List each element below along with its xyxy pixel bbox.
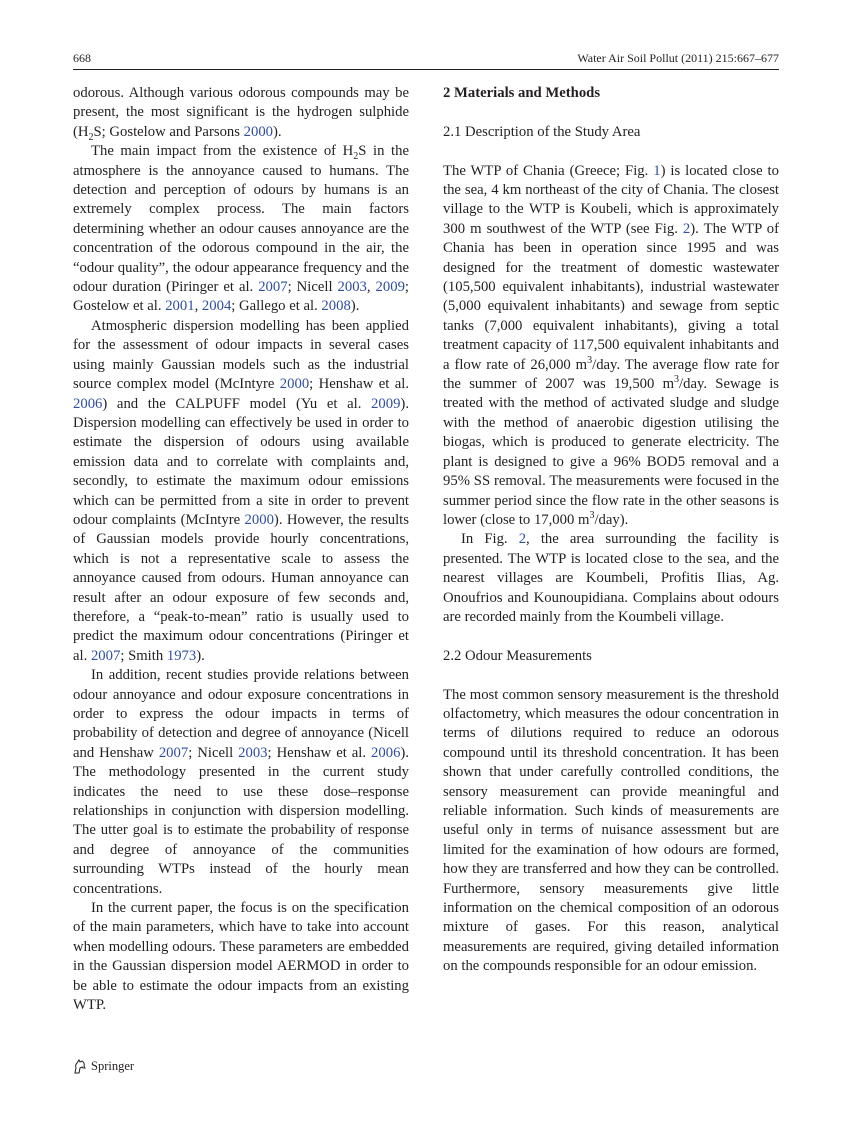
section-heading: 2 Materials and Methods (443, 85, 601, 101)
paragraph: Atmospheric dispersion modelling has been applied for the assessment of odour impacts in several cases using mainly Gaussian models such as the industrial source complex model (McIntyre 2000; Henshaw et al. 2006) and the CALPUFF model (Yu et al. 2009). Dispersion modelling can effectively be used in order to estimate the dispersion of odours using available emission data and to correlate with complaints and, secondly, to estimate the maximum odour emissions which can be permitted from a site in order to prevent odour complaints (McIntyre 2000). However, the results of Gaussian models provide hourly concentrations, which is not a representative scale to assess the annoyance caused from odours. Human annoyance can result after an odour exposure of few seconds and, therefore, a “peak-to-mean” ratio is usually used to predict the maximum odour concentrations (Piringer et al. 2007; Smith 1973). (73, 317, 409, 664)
paragraph: In addition, recent studies provide relations between odour annoyance and odour exposure concentrations in order to express the odour impacts in terms of probability of detection and degree of annoyance (Nicell and Henshaw 2007; Nicell 2003; Henshaw et al. 2006). The methodology presented in the current study indicates the need to use these dose–response relationships in conjunction with dispersion modelling. The utter goal is to estimate the probability of response and degree of annoyance of the communities surrounding WTPs instead of the hourly mean concentrations. (73, 667, 409, 897)
citation-link[interactable]: 2001 (165, 298, 195, 315)
figure-link[interactable]: 1 (653, 162, 661, 179)
paragraph: In the current paper, the focus is on the specification of the main parameters, which have to take into account when modelling odours. These parameters are embedded in the Gaussian dispersion model AERMOD in order to be able to estimate the odour impacts from an existing WTP. (73, 900, 409, 1014)
citation-link[interactable]: 2009 (375, 279, 405, 296)
subsection-heading: 2.2 Odour Measurements (443, 647, 592, 664)
journal-citation: Water Air Soil Pollut (2011) 215:667–677 (577, 51, 779, 65)
paragraph: The main impact from the existence of $H_2S$ in the atmosphere is the annoyance caused to humans. The detection and perception of odours by humans is an extremely complex process. The main factors determining whether an odour causes annoyance are the concentration of the odorous compound in the air, the “odour quality”, the odour appearance frequency and the odour duration (Piringer et al. 2007; Nicell 2003, 2009; Gostelow et al. 2001, 2004; Gallego et al. 2008). (73, 143, 410, 315)
citation-link[interactable]: 2008 (321, 298, 351, 315)
citation-link[interactable]: 2006 (371, 744, 401, 761)
citation-link[interactable]: 2000 (244, 511, 274, 528)
header-rule (73, 69, 779, 70)
springer-horse-icon (73, 1059, 87, 1074)
citation-link[interactable]: 1973 (166, 647, 197, 664)
paragraph: The most common sensory measurement is the threshold olfactometry, which measures the odour concentration in terms of dilutions required to reduce an odorous compound until its threshold concentration. It has been shown that under carefully controlled conditions, the sensory measurement can provide meaningful and reliable information. Such kinds of measurements are useful only in terms of nuisance assessment but are limited for the examination of how odours are formed, how they are transferred and how they can be controlled. Furthermore, sensory measurements give little information on the chemical composition of an odorous mixture of gases. For this reason, analytical measurements are required, giving detailed information on the compounds responsible for an odour emission. (443, 686, 779, 975)
citation-link[interactable]: 2006 (73, 395, 103, 412)
paragraph: odorous. Although various odorous compounds may be present, the most significant is the hydrogen sulphide ($H_2S$; Gostelow and Parsons 2000). (73, 85, 409, 143)
citation-link[interactable]: 2000 (279, 376, 310, 393)
citation-link[interactable]: 2003 (337, 279, 367, 296)
citation-link[interactable]: 2000 (243, 123, 274, 140)
page-number: 668 (73, 51, 91, 65)
figure-link[interactable]: 2 (518, 531, 527, 548)
right-column (443, 84, 779, 977)
citation-link[interactable]: 2004 (201, 298, 232, 315)
paragraph: In Fig. 2, the area surrounding the facility is presented. The WTP is located close to the sea, and the nearest villages are Koumbeli, Profitis Ilias, Ag. Onoufrios and Kounoupidiana. Complains about odours are recorded mainly from the Koumbeli village. (443, 531, 780, 625)
citation-link[interactable]: 2007 (158, 744, 189, 761)
paragraph: The WTP of Chania (Greece; Fig. 1) is located close to the sea, 4 km northeast of the city of Chania. The closest village to the WTP is Koubeli, which is approximately 300 m southwest of the WTP (see Fig. 2). The WTP of Chania has been in operation since 1995 and was designed for the treatment of domestic wastewater (105,500 equivalent inhabitants), industrial wastewater (5,000 equivalent inhabitants) and sewage from septic tanks (7,000 equivalent inhabitants), giving a total treatment capacity of 117,500 equivalent inhabitants and a flow rate of 26,000 $m^3$/day. The average flow rate for the summer of 2007 was 19,500 $m^3$/day. Sewage is treated with the method of activated sludge and sludge with the method of anaerobic digestion utilising the biogas, which is produced to generate electricity. The plant is designed to give a 96% BOD5 removal and a 95% SS removal. The measurements were focused in the summer period since the flow rate in the other seasons is lower (close to 17,000 $m^3/day$). (443, 162, 780, 528)
figure-link[interactable]: 2 (682, 220, 691, 237)
citation-link[interactable]: 2009 (371, 395, 401, 412)
publisher-name: Springer (91, 1059, 135, 1073)
citation-link[interactable]: 2007 (90, 647, 121, 664)
citation-link[interactable]: 2003 (238, 744, 268, 761)
publisher-footer (73, 1059, 134, 1074)
citation-link[interactable]: 2007 (258, 279, 288, 296)
subsection-heading: 2.1 Description of the Study Area (443, 123, 641, 140)
left-column (73, 84, 409, 1016)
